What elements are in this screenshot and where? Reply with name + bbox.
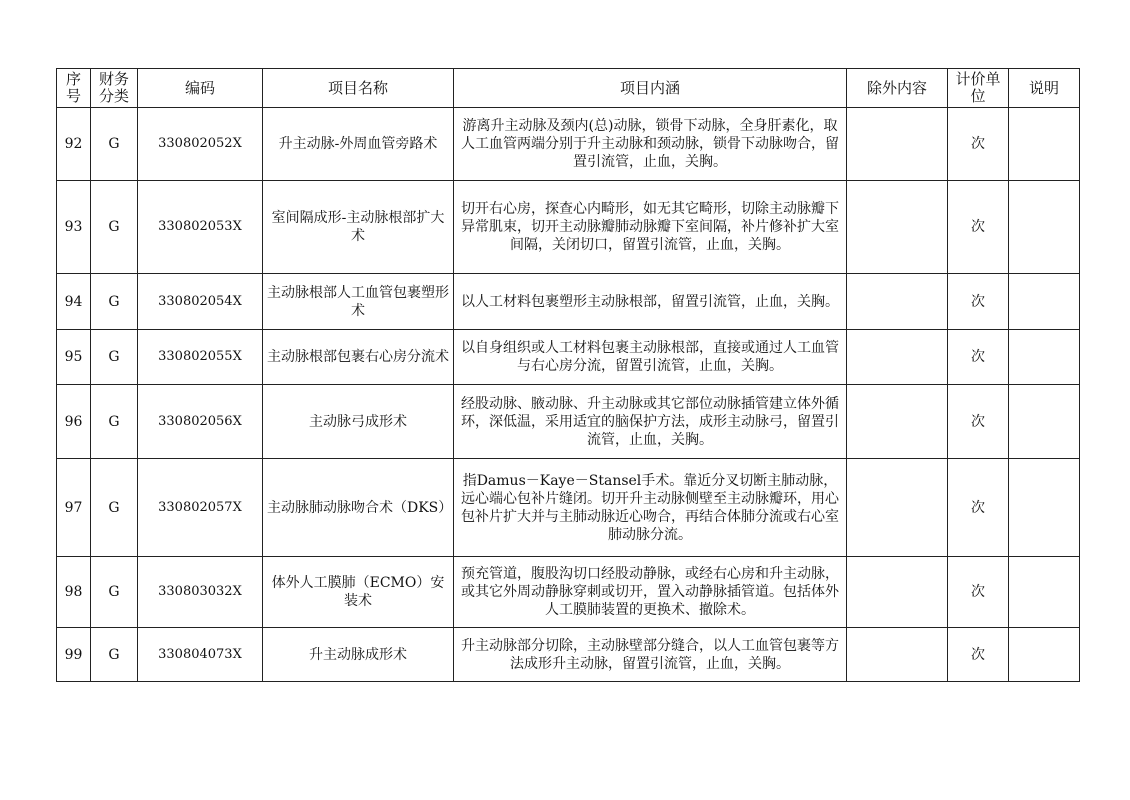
- header-unit: 计价单位: [948, 69, 1009, 108]
- cell-exclusion: [847, 181, 948, 274]
- cell-finance: G: [91, 181, 138, 274]
- cell-content: 以人工材料包裹塑形主动脉根部，留置引流管，止血，关胸。: [454, 274, 847, 330]
- cell-code: 330803032X: [138, 557, 263, 628]
- cell-content: 预充管道，腹股沟切口经股动静脉，或经右心房和升主动脉，或其它外周动静脉穿刺或切开，置入动静脉插管道。包括体外人工膜肺装置的更换术、撤除术。: [454, 557, 847, 628]
- cell-unit: 次: [948, 628, 1009, 682]
- header-content: 项目内涵: [454, 69, 847, 108]
- cell-finance: G: [91, 557, 138, 628]
- cell-code: 330802052X: [138, 108, 263, 181]
- cell-content: 游离升主动脉及颈内(总)动脉，锁骨下动脉，全身肝素化，取人工血管两端分别于升主动脉和颈动脉，锁骨下动脉吻合，留置引流管，止血，关胸。: [454, 108, 847, 181]
- cell-note: [1009, 385, 1080, 459]
- cell-content: 切开右心房，探查心内畸形，如无其它畸形，切除主动脉瓣下异常肌束，切开主动脉瓣肺动脉瓣下室间隔，补片修补扩大室间隔，关闭切口，留置引流管，止血，关胸。: [454, 181, 847, 274]
- cell-seq: 99: [57, 628, 91, 682]
- cell-seq: 98: [57, 557, 91, 628]
- cell-seq: 92: [57, 108, 91, 181]
- cell-unit: 次: [948, 181, 1009, 274]
- cell-unit: 次: [948, 557, 1009, 628]
- cell-finance: G: [91, 330, 138, 385]
- cell-note: [1009, 557, 1080, 628]
- cell-finance: G: [91, 385, 138, 459]
- cell-seq: 97: [57, 459, 91, 557]
- cell-exclusion: [847, 557, 948, 628]
- cell-code: 330802056X: [138, 385, 263, 459]
- cell-name: 升主动脉-外周血管旁路术: [263, 108, 454, 181]
- cell-exclusion: [847, 108, 948, 181]
- cell-seq: 94: [57, 274, 91, 330]
- cell-finance: G: [91, 628, 138, 682]
- cell-content: 升主动脉部分切除，主动脉壁部分缝合，以人工血管包裹等方法成形升主动脉，留置引流管，止血，关胸。: [454, 628, 847, 682]
- cell-exclusion: [847, 628, 948, 682]
- cell-name: 升主动脉成形术: [263, 628, 454, 682]
- fee-table: [56, 68, 1080, 682]
- cell-unit: 次: [948, 108, 1009, 181]
- table-row: [57, 181, 1080, 274]
- cell-seq: 95: [57, 330, 91, 385]
- cell-note: [1009, 181, 1080, 274]
- cell-note: [1009, 274, 1080, 330]
- cell-note: [1009, 330, 1080, 385]
- cell-name: 主动脉根部人工血管包裹塑形术: [263, 274, 454, 330]
- cell-content: 经股动脉、腋动脉、升主动脉或其它部位动脉插管建立体外循环，深低温，采用适宜的脑保护方法，成形主动脉弓，留置引流管，止血，关胸。: [454, 385, 847, 459]
- table-row: [57, 108, 1080, 181]
- cell-finance: G: [91, 459, 138, 557]
- header-name: 项目名称: [263, 69, 454, 108]
- cell-note: [1009, 628, 1080, 682]
- cell-note: [1009, 108, 1080, 181]
- cell-unit: 次: [948, 330, 1009, 385]
- table-row: [57, 274, 1080, 330]
- cell-exclusion: [847, 330, 948, 385]
- cell-code: 330802055X: [138, 330, 263, 385]
- table-row: [57, 628, 1080, 682]
- cell-content: 指Damus－Kaye－Stansel手术。靠近分叉切断主肺动脉，远心端心包补片缝闭。切开升主动脉侧壁至主动脉瓣环，用心包补片扩大并与主肺动脉近心吻合，再结合体肺分流或右心室肺动脉分流。: [454, 459, 847, 557]
- cell-unit: 次: [948, 459, 1009, 557]
- cell-code: 330802057X: [138, 459, 263, 557]
- header-seq: 序号: [57, 69, 91, 108]
- cell-seq: 96: [57, 385, 91, 459]
- cell-content: 以自身组织或人工材料包裹主动脉根部，直接或通过人工血管与右心房分流，留置引流管，止血，关胸。: [454, 330, 847, 385]
- cell-finance: G: [91, 274, 138, 330]
- header-code: 编码: [138, 69, 263, 108]
- cell-code: 330802054X: [138, 274, 263, 330]
- cell-note: [1009, 459, 1080, 557]
- cell-name: 体外人工膜肺（ECMO）安装术: [263, 557, 454, 628]
- cell-exclusion: [847, 385, 948, 459]
- table-row: [57, 459, 1080, 557]
- cell-exclusion: [847, 274, 948, 330]
- cell-unit: 次: [948, 274, 1009, 330]
- header-note: 说明: [1009, 69, 1080, 108]
- cell-name: 主动脉根部包裹右心房分流术: [263, 330, 454, 385]
- cell-name: 室间隔成形-主动脉根部扩大术: [263, 181, 454, 274]
- header-finance: 财务分类: [91, 69, 138, 108]
- cell-finance: G: [91, 108, 138, 181]
- header-exclusion: 除外内容: [847, 69, 948, 108]
- cell-unit: 次: [948, 385, 1009, 459]
- cell-code: 330804073X: [138, 628, 263, 682]
- cell-exclusion: [847, 459, 948, 557]
- header-row: [57, 69, 1080, 108]
- table-row: [57, 557, 1080, 628]
- cell-seq: 93: [57, 181, 91, 274]
- cell-name: 主动脉肺动脉吻合术（DKS）: [263, 459, 454, 557]
- cell-name: 主动脉弓成形术: [263, 385, 454, 459]
- table-row: [57, 330, 1080, 385]
- cell-code: 330802053X: [138, 181, 263, 274]
- table-row: [57, 385, 1080, 459]
